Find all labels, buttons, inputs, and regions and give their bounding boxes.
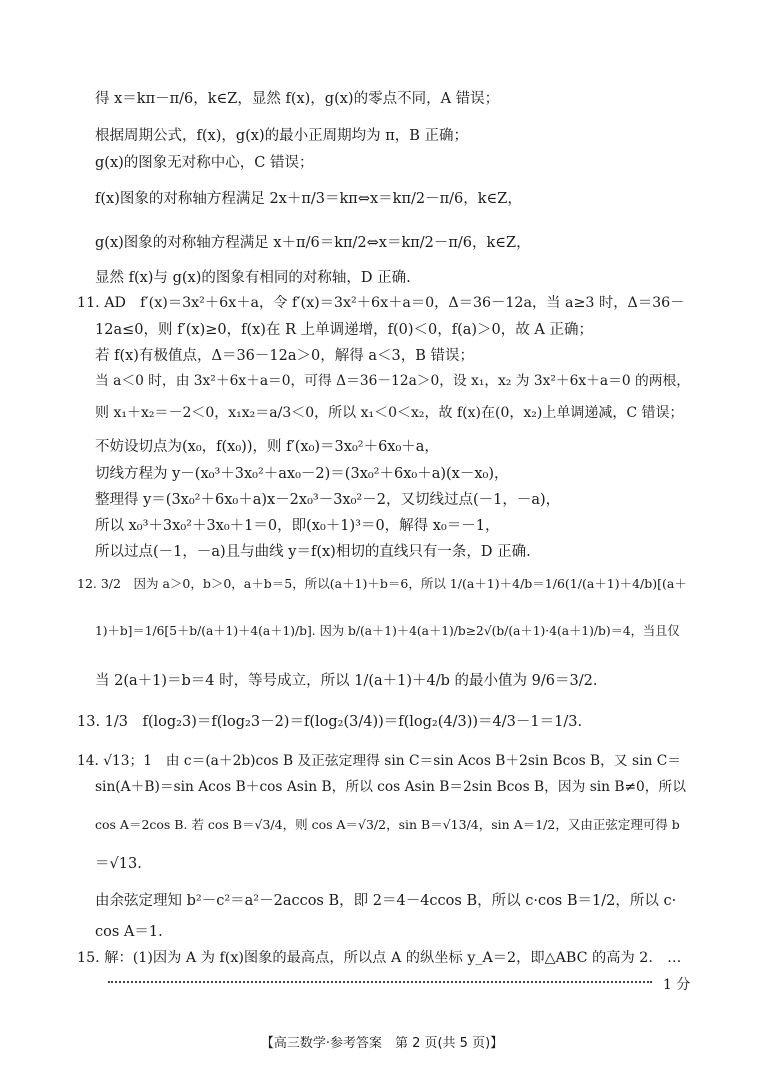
text-line: 则 x₁＋x₂＝－2＜0，x₁x₂＝a/3＜0，所以 x₁＜0＜x₂，故 f(x)在(0，x₂)上单调递减，C 错误；: [95, 405, 684, 421]
text-line: 11. AD f′(x)＝3x²＋6x＋a，令 f′(x)＝3x²＋6x＋a＝0，Δ＝36－12a，当 a≥3 时，Δ＝36－: [77, 295, 685, 311]
text-line: 当 2(a＋1)＝b＝4 时，等号成立，所以 1/(a＋1)＋4/b 的最小值为 9/6＝3/2.: [95, 673, 598, 689]
text-line: ＝√13.: [95, 856, 142, 872]
text-line: f(x)图象的对称轴方程满足 2x＋π/3＝kπ⇔x＝kπ/2－π/6，k∈Z，: [95, 191, 522, 207]
text-line: 不妨设切点为(x₀，f(x₀))，则 f′(x₀)＝3x₀²＋6x₀＋a，: [95, 439, 439, 455]
text-line: 切线方程为 y－(x₀³＋3x₀²＋ax₀－2)＝(3x₀²＋6x₀＋a)(x－x₀)，: [95, 466, 509, 482]
text-line: 显然 f(x)与 g(x)的图象有相同的对称轴，D 正确.: [95, 270, 411, 286]
text-line: g(x)的图象无对称中心，C 错误；: [95, 155, 314, 171]
text-line: 当 a＜0 时，由 3x²＋6x＋a＝0，可得 Δ＝36－12a＞0，设 x₁，x₂ 为 3x²＋6x＋a＝0 的两根，: [95, 373, 690, 389]
text-line: 13. 1/3 f(log₂3)＝f(log₂3－2)＝f(log₂(3/4))＝f(log₂(4/3))＝4/3－1＝1/3.: [77, 714, 583, 730]
score-label: 1 分: [663, 977, 691, 993]
text-line: 1)＋b]＝1/6[5＋b/(a＋1)＋4(a＋1)/b]. 因为 b/(a＋1)＋4(a＋1)/b≥2√(b/(a＋1)·4(a＋1)/b)＝4，当且仅: [95, 624, 680, 638]
text-line: 若 f(x)有极值点，Δ＝36－12a＞0，解得 a＜3，B 错误；: [95, 348, 474, 364]
text-line: sin(A＋B)＝sin Acos B＋cos Asin B，所以 cos Asin B＝2sin Bcos B，因为 sin B≠0，所以: [95, 779, 687, 795]
text-line: cos A＝2cos B. 若 cos B＝√3/4，则 cos A＝√3/2，sin B＝√13/4，sin A＝1/2，又由正弦定理可得 b: [95, 817, 680, 832]
text-line: 12. 3/2 因为 a＞0，b＞0，a＋b＝5，所以(a＋1)＋b＝6，所以 1/(a＋1)＋4/b＝1/6(1/(a＋1)＋4/b)[(a＋: [77, 576, 687, 591]
text-line: 得 x＝kπ－π/6，k∈Z，显然 f(x)，g(x)的零点不同，A 错误；: [95, 91, 500, 107]
text-line: cos A＝1.: [95, 924, 163, 940]
dotted-leader: [108, 981, 652, 983]
text-line: 所以 x₀³＋3x₀²＋3x₀＋1＝0，即(x₀＋1)³＝0，解得 x₀＝－1，: [95, 518, 500, 534]
text-line: g(x)图象的对称轴方程满足 x＋π/6＝kπ/2⇔x＝kπ/2－π/6，k∈Z，: [95, 235, 531, 251]
page-footer: 【高三数学·参考答案 第 2 页(共 5 页)】: [260, 1036, 504, 1051]
text-line: 所以过点(－1，－a)且与曲线 y＝f(x)相切的直线只有一条，D 正确.: [95, 544, 531, 560]
text-line: 14. √13；1 由 c＝(a＋2b)cos B 及正弦定理得 sin C＝sin Acos B＋2sin Bcos B，又 sin C＝: [77, 753, 681, 769]
text-line: 12a≤0，则 f′(x)≥0，f(x)在 R 上单调递增，f(0)＜0，f(a)＞0，故 A 正确；: [95, 322, 593, 338]
text-line: 由余弦定理知 b²－c²＝a²－2accos B，即 2＝4－4ccos B，所以 c·cos B＝1/2，所以 c·: [95, 893, 677, 909]
text-line: 15. 解：(1)因为 A 为 f(x)图象的最高点，所以点 A 的纵坐标 y_A＝2，即△ABC 的高为 2. …: [77, 950, 682, 966]
text-line: 整理得 y＝(3x₀²＋6x₀＋a)x－2x₀³－3x₀²－2，又切线过点(－1，－a)，: [95, 492, 561, 508]
text-line: 根据周期公式，f(x)，g(x)的最小正周期均为 π，B 正确；: [95, 128, 469, 144]
